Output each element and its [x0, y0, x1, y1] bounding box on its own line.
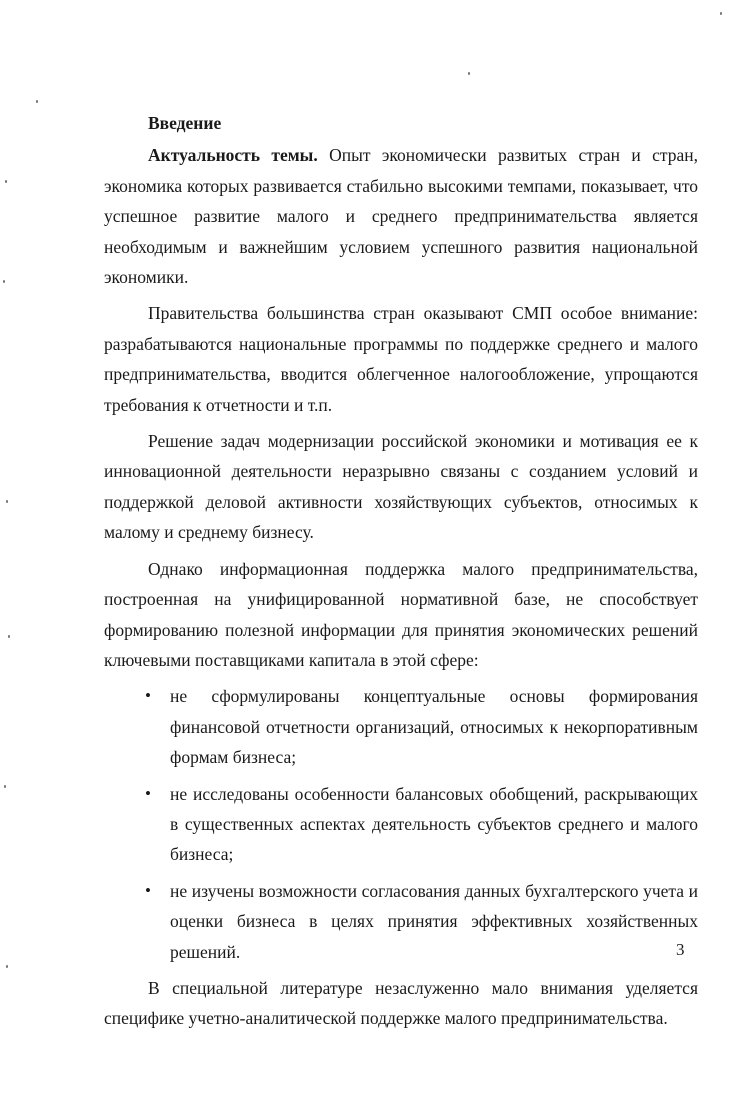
- paragraph-governments: Правительства большинства стран оказывают СМП особое внимание: разрабатываются национальные программы по поддержке среднего и малого предпринимательства, вводится облегченное налогообложение, упрощаются требования к отчетности и т.п.: [104, 303, 698, 415]
- list-item: [104, 876, 698, 967]
- paragraph-information-support: Однако информационная поддержка малого предпринимательства, построенная на унифицированной нормативной базе, не способствует формированию полезной информации для принятия экономических решений ключевыми поставщиками капитала в этой сфере:: [104, 558, 698, 670]
- scan-speck: [5, 180, 7, 183]
- page-number: 3: [676, 940, 685, 959]
- relevance-lead: Актуальность темы.: [148, 145, 318, 166]
- scan-speck: [8, 635, 10, 638]
- list-item-text: не изучены возможности согласования данных бухгалтерского учета и оценки бизнеса в целях принятия эффективных хозяйственных решений.: [170, 880, 698, 962]
- section-heading: Введение: [148, 113, 222, 133]
- list-item: [104, 681, 698, 772]
- list-item-text: не исследованы особенности балансовых обобщений, раскрывающих в существенных аспектах деятельность субъектов среднего и малого бизнеса;: [170, 783, 698, 865]
- relevance-text: Опыт экономически развитых стран и стран, экономика которых развивается стабильно высокими темпами, показывает, что успешное развитие малого и среднего предпринимательства является необходимым и важнейшим условием успешного развития национальной экономики.: [104, 145, 698, 288]
- list-item-text: не сформулированы концептуальные основы формирования финансовой отчетности организаций, относимых к некорпоративным формам бизнеса;: [170, 686, 698, 768]
- scan-speck: [6, 500, 8, 503]
- paragraph-relevance: [104, 140, 698, 292]
- scan-speck: [4, 785, 6, 788]
- list-item: [104, 779, 698, 870]
- scan-speck: [3, 280, 5, 283]
- paragraph-modernization: Решение задач модернизации российской экономики и мотивация ее к инновационной деятельности неразрывно связаны с созданием условий и поддержкой деловой активности хозяйствующих субъектов, относимых к малому и среднему бизнесу.: [104, 431, 698, 543]
- scan-speck: [6, 965, 8, 968]
- bullet-icon: •: [145, 880, 151, 900]
- scan-speck: [468, 72, 470, 75]
- bullet-icon: •: [145, 686, 151, 706]
- problem-list: [104, 681, 698, 967]
- paragraph-literature: В специальной литературе незаслуженно мало внимания уделяется специфике учетно-аналитической поддержке малого предпринимательства.: [104, 977, 698, 1029]
- scan-speck: [720, 12, 722, 15]
- document-body: [104, 108, 698, 1040]
- bullet-icon: •: [145, 783, 151, 803]
- scan-speck: [36, 100, 38, 103]
